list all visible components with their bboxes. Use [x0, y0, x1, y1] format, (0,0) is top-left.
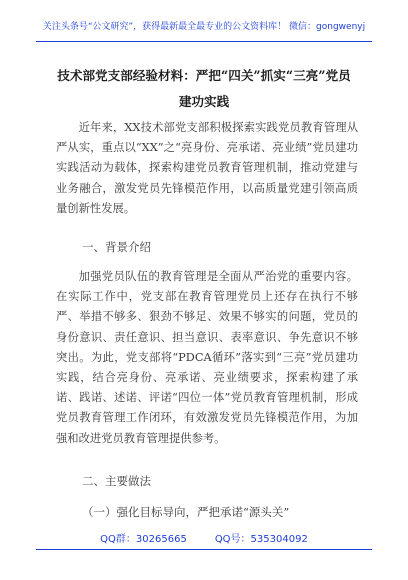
footer-qq-group: QQ群：30265665 — [100, 534, 187, 545]
header-banner: 关注头条号“公文研究”，获得最新最全最专业的公文资料库！ 微信：gongwenyj — [42, 22, 366, 32]
document-title-line-1: 技术部党支部经验材料：严把“四关”抓实“三亮”党员 — [57, 68, 351, 83]
section-1-heading: 一、背景介绍 — [82, 240, 151, 254]
subsection-1-heading: （一）强化目标导向，严把承诺“源头关” — [82, 505, 290, 519]
footer-qq-number: QQ号：535304092 — [214, 534, 308, 545]
section-2-heading: 二、主要做法 — [82, 474, 151, 488]
footer-contact — [36, 532, 372, 548]
intro-paragraph: 近年来，XX技术部党支部积极探索实践党员教育管理从严从实，重点以“XX”之“亮身份、亮承诺、亮业绩”党员建功实践活动为载体，探索构建党员教育管理机制，推动党建与业务融合，激发党员先锋模范作用，以高质量党建引领高质量创新性发展。 — [56, 121, 358, 215]
section-1-paragraph: 加强党员队伍的教育管理是全面从严治党的重要内容。在实际工作中，党支部在教育管理党员上还存在执行不够严、举措不够多、狠劲不够足、效果不够实的问题，党员的身份意识、责任意识、担当意识、表率意识、争先意识不够突出。为此，党支部将“PDCA循环”落实到“三亮”党员建功实践，结合亮身份、亮承诺、亮业绩要求，探索构建了承诺、践诺、述诺、评诺“四位一体”党员教育管理机制，形成党员教育管理工作闭环，有效激发党员先锋模范作用，为加强和改进党员教育管理提供参考。 — [56, 270, 358, 445]
footer-divider — [36, 549, 372, 550]
document-title — [44, 63, 364, 115]
header-divider — [36, 41, 372, 42]
document-title-line-2: 建功实践 — [178, 94, 230, 109]
